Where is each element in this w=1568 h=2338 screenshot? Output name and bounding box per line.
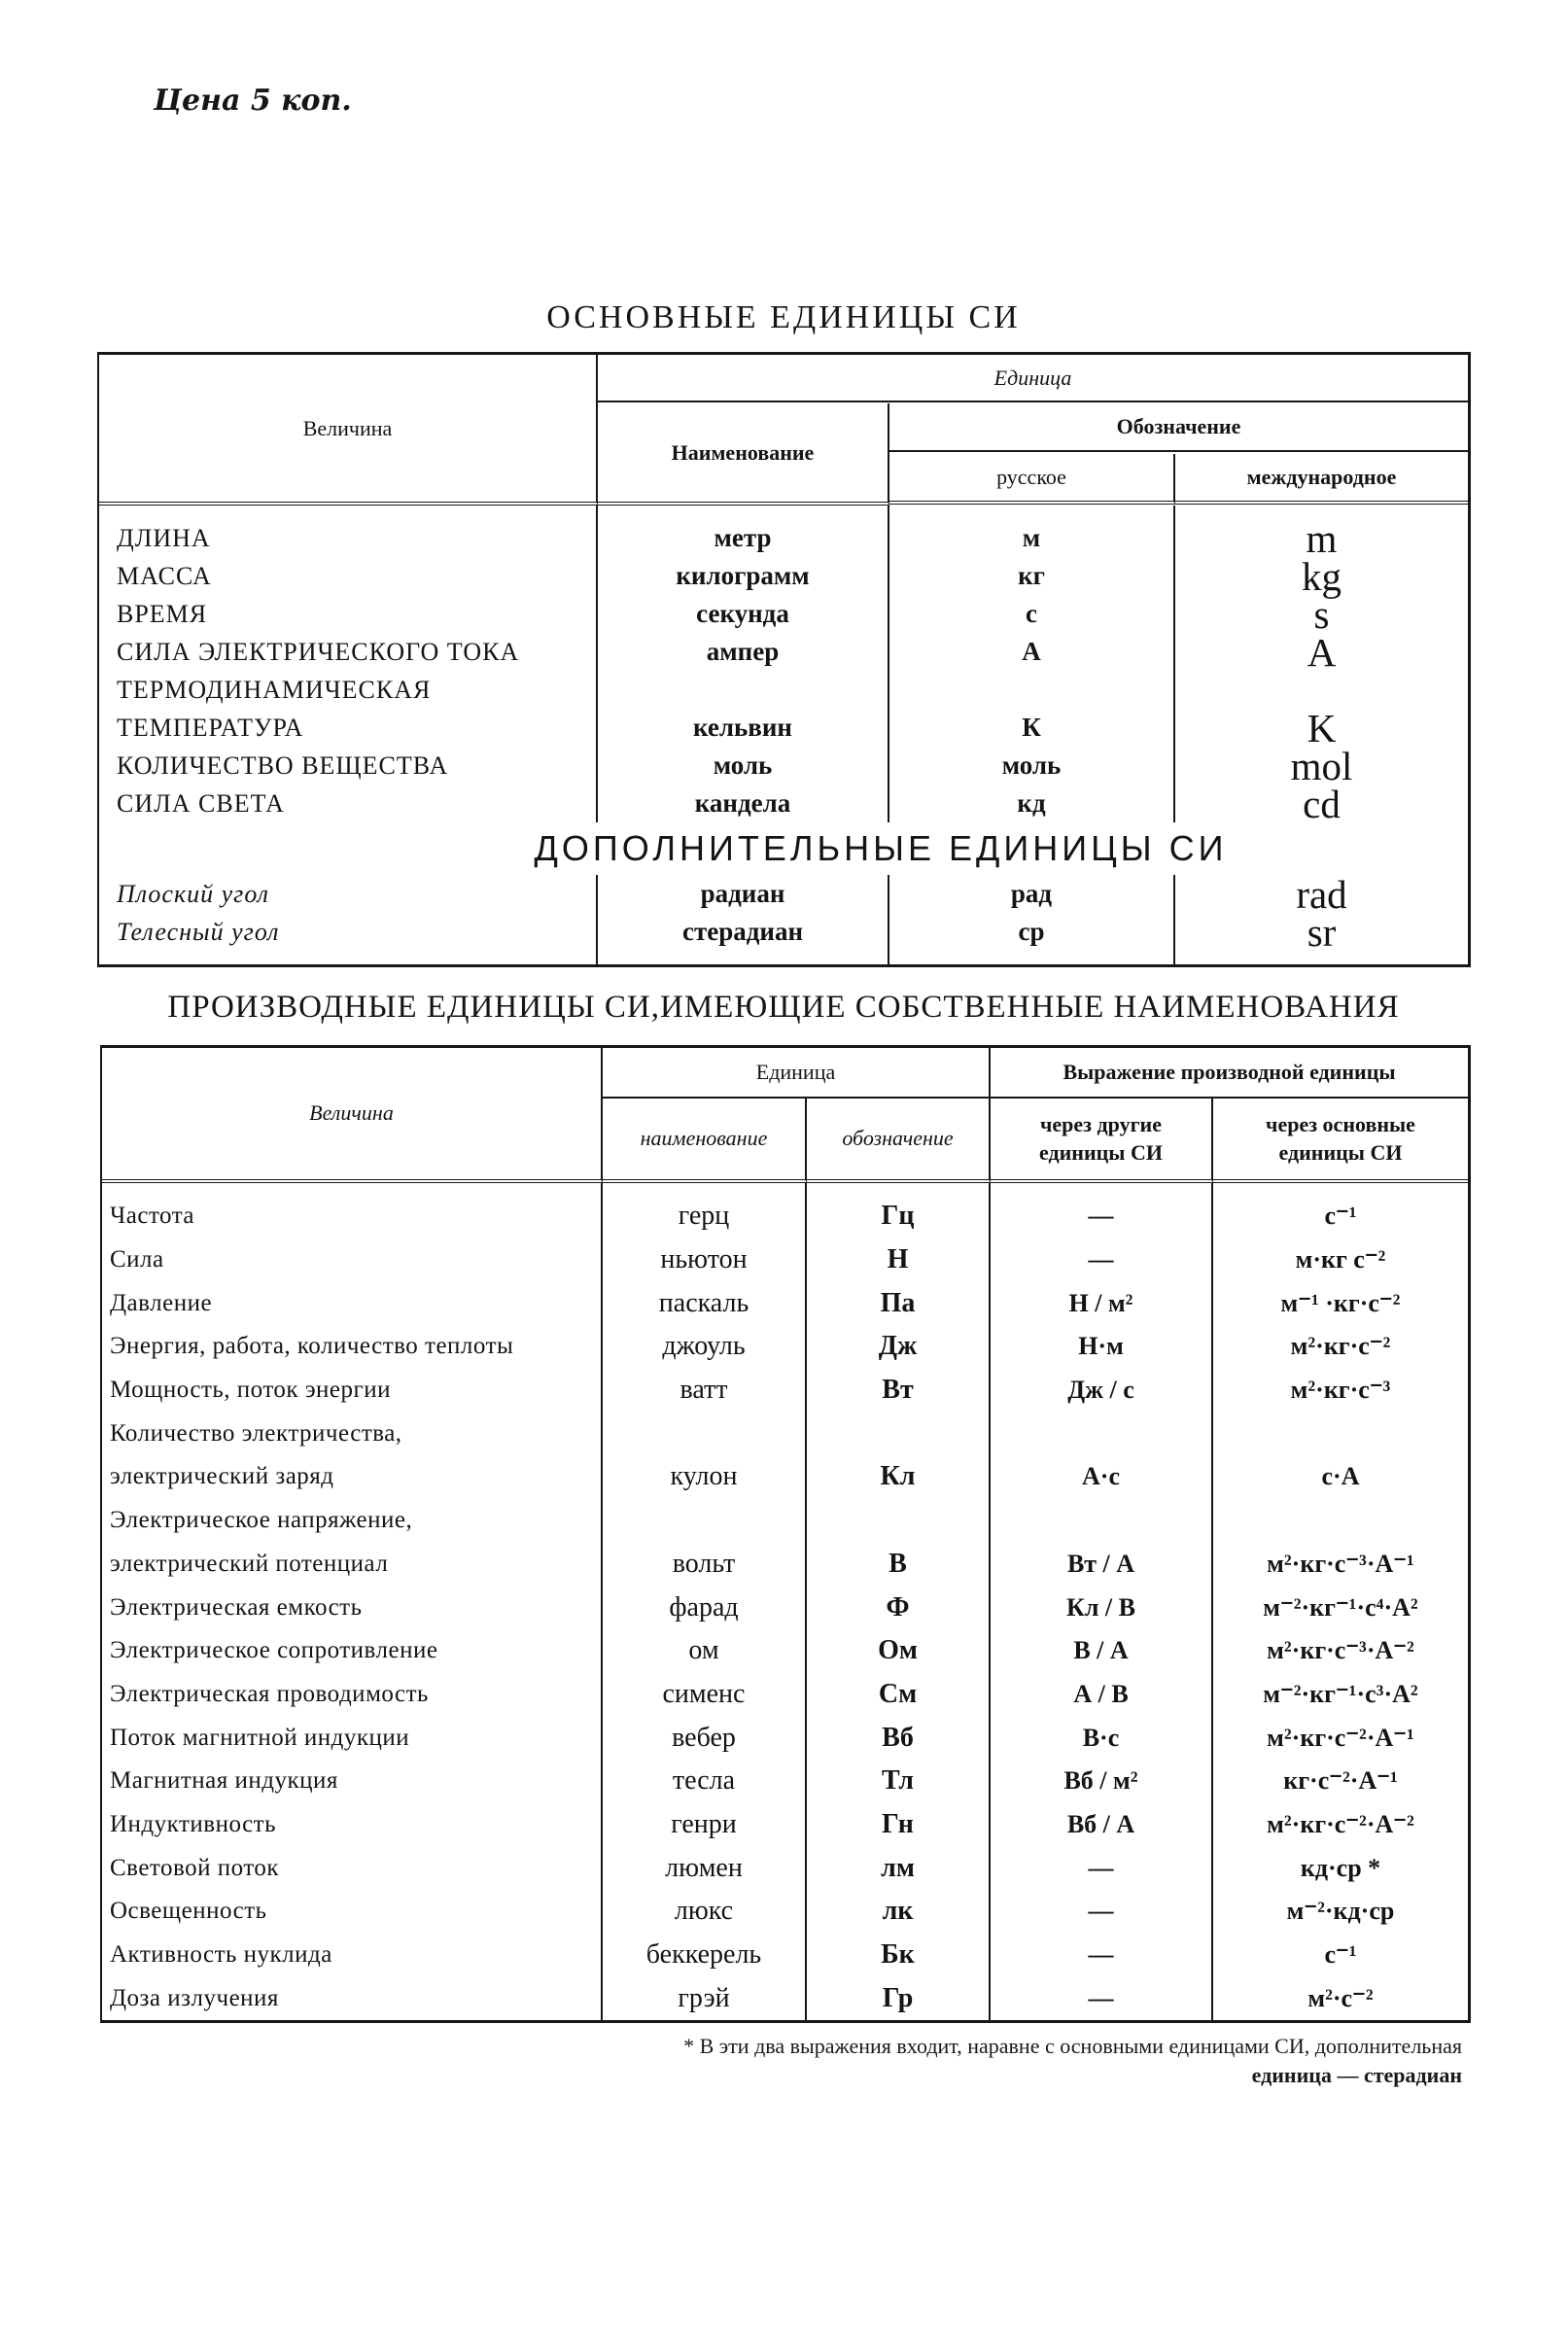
row-symbol: См [807, 1673, 991, 1717]
row-intl: A [1307, 629, 1337, 675]
supp-row-quantity: Плоский угол [99, 875, 598, 913]
row-ru: А [889, 633, 1175, 671]
row-other: Вт / А [991, 1543, 1213, 1587]
row-name: грэй [603, 1976, 807, 2020]
row-intl: mol [1290, 743, 1353, 788]
row-symbol: Па [807, 1281, 991, 1325]
row-name: фарад [603, 1586, 807, 1629]
supp-row-intl: sr [1307, 909, 1337, 955]
row-symbol: Бк [807, 1934, 991, 1977]
row-base: с⁻¹ [1324, 1940, 1357, 1970]
row-intl: K [1307, 705, 1337, 750]
row-name: паскаль [603, 1281, 807, 1325]
row-quantity: ТЕМПЕРАТУРА [99, 709, 598, 747]
row-name: кандела [598, 785, 889, 822]
row-name: килограмм [598, 557, 889, 595]
derived-units-table [100, 1045, 1471, 2023]
row-name: кельвин [598, 709, 889, 747]
row-quantity: КОЛИЧЕСТВО ВЕЩЕСТВА [99, 747, 598, 785]
row-quantity: электрический заряд [102, 1455, 603, 1499]
row-base: м²·кг·с⁻³ [1290, 1376, 1391, 1405]
row-quantity: Магнитная индукция [102, 1760, 603, 1803]
row-ru: моль [889, 747, 1175, 785]
basic-units-title: ОСНОВНЫЕ ЕДИНИЦЫ СИ [546, 299, 1021, 335]
row-name: секунда [598, 595, 889, 633]
header-expression: Выражение производной единицы [991, 1048, 1468, 1099]
row-quantity: ВРЕМЯ [99, 595, 598, 633]
row-name: ньютон [603, 1239, 807, 1282]
row-name [598, 671, 889, 709]
header-name: Наименование [598, 403, 889, 506]
row-quantity: Освещенность [102, 1890, 603, 1934]
footnote-line-1: * В эти два выражения входит, наравне с основными единицами СИ, дополнительная [683, 2034, 1462, 2058]
row-name: ом [603, 1629, 807, 1673]
row-quantity: Сила [102, 1239, 603, 1282]
row-name: кулон [603, 1455, 807, 1499]
row-base: м⁻¹ ·кг·с⁻² [1280, 1288, 1401, 1317]
row-quantity: Электрическая проводимость [102, 1673, 603, 1717]
header-via-other: через другие единицы СИ [991, 1099, 1213, 1183]
row-quantity: ДЛИНА [99, 506, 598, 557]
row-base [1213, 1412, 1468, 1455]
header-international: международное [1175, 454, 1468, 505]
row-ru: кд [889, 785, 1175, 822]
row-base [1213, 1499, 1468, 1543]
row-name: люмен [603, 1846, 807, 1890]
row-name: метр [598, 506, 889, 557]
header-quantity: Величина [102, 1048, 603, 1183]
row-intl: kg [1302, 553, 1342, 599]
row-name: джоуль [603, 1325, 807, 1369]
row-ru: с [889, 595, 1175, 633]
row-intl: m [1306, 515, 1338, 561]
row-base: м⁻²·кд·ср [1286, 1897, 1395, 1926]
supp-row-name: стерадиан [598, 913, 889, 964]
row-other: Дж / с [991, 1369, 1213, 1413]
row-other: Н / м² [991, 1281, 1213, 1325]
row-name: герц [603, 1183, 807, 1239]
row-symbol: Гн [807, 1803, 991, 1847]
row-symbol: лк [807, 1890, 991, 1934]
row-name: моль [598, 747, 889, 785]
header-unit: Единица [598, 355, 1468, 402]
row-name: сименс [603, 1673, 807, 1717]
supp-row-ru: рад [889, 875, 1175, 913]
row-other [991, 1499, 1213, 1543]
row-name: люкс [603, 1890, 807, 1934]
row-symbol [807, 1412, 991, 1455]
supp-row-intl: rad [1296, 871, 1347, 917]
row-base: с·А [1321, 1462, 1360, 1491]
row-quantity: Давление [102, 1281, 603, 1325]
row-quantity: Энергия, работа, количество теплоты [102, 1325, 603, 1369]
header-unit: Единица [603, 1048, 991, 1099]
row-symbol: Дж [807, 1325, 991, 1369]
row-quantity: электрический потенциал [102, 1543, 603, 1587]
row-name: вольт [603, 1543, 807, 1587]
supp-row-ru: ср [889, 913, 1175, 964]
row-quantity: Индуктивность [102, 1803, 603, 1847]
row-base: м²·кг·с⁻³·А⁻² [1267, 1636, 1414, 1665]
row-other: — [991, 1890, 1213, 1934]
row-quantity: Количество электричества, [102, 1412, 603, 1455]
header-symbol: обозначение [807, 1099, 991, 1183]
row-symbol: В [807, 1543, 991, 1587]
row-name: ватт [603, 1369, 807, 1413]
row-ru: К [889, 709, 1175, 747]
row-name [603, 1412, 807, 1455]
row-quantity: Доза излучения [102, 1976, 603, 2020]
row-symbol: Гр [807, 1976, 991, 2020]
row-name: беккерель [603, 1934, 807, 1977]
row-base: кг·с⁻²·А⁻¹ [1283, 1766, 1398, 1796]
row-base: м²·кг·с⁻²·А⁻² [1267, 1809, 1414, 1838]
row-name [603, 1499, 807, 1543]
row-ru: м [889, 506, 1175, 557]
row-quantity: Электрическая емкость [102, 1586, 603, 1629]
row-symbol: Ом [807, 1629, 991, 1673]
row-intl [1175, 671, 1468, 709]
row-other: — [991, 1934, 1213, 1977]
supp-row-name: радиан [598, 875, 889, 913]
row-intl: s [1313, 591, 1330, 637]
row-other [991, 1412, 1213, 1455]
row-other: А / В [991, 1673, 1213, 1717]
row-symbol: Н [807, 1239, 991, 1282]
derived-units-title: ПРОИЗВОДНЫЕ ЕДИНИЦЫ СИ,ИМЕЮЩИЕ СОБСТВЕННЫЕ НАИМЕНОВАНИЯ [167, 990, 1400, 1025]
supp-row-quantity: Телесный угол [99, 913, 598, 964]
header-quantity: Величина [99, 355, 598, 506]
row-symbol [807, 1499, 991, 1543]
row-quantity: Световой поток [102, 1846, 603, 1890]
row-name: тесла [603, 1760, 807, 1803]
row-symbol: Ф [807, 1586, 991, 1629]
row-name: вебер [603, 1716, 807, 1760]
row-quantity: Электрическое напряжение, [102, 1499, 603, 1543]
row-ru: кг [889, 557, 1175, 595]
row-quantity: Активность нуклида [102, 1934, 603, 1977]
row-base: м·кг с⁻² [1295, 1245, 1386, 1274]
row-other: — [991, 1239, 1213, 1282]
row-other: — [991, 1183, 1213, 1239]
row-other: — [991, 1846, 1213, 1890]
row-symbol: Вб [807, 1716, 991, 1760]
row-other: Вб / м² [991, 1760, 1213, 1803]
row-symbol: Тл [807, 1760, 991, 1803]
row-symbol: Кл [807, 1455, 991, 1499]
row-quantity: ТЕРМОДИНАМИЧЕСКАЯ [99, 671, 598, 709]
row-base: м²·кг·с⁻² [1290, 1332, 1391, 1361]
row-base: м²·кг·с⁻²·А⁻¹ [1267, 1723, 1414, 1752]
row-symbol: лм [807, 1846, 991, 1890]
row-quantity: СИЛА СВЕТА [99, 785, 598, 822]
row-quantity: Электрическое сопротивление [102, 1629, 603, 1673]
row-other: — [991, 1976, 1213, 2020]
row-base: м⁻²·кг⁻¹·с⁴·А² [1263, 1592, 1418, 1622]
header-symbol: Обозначение [889, 403, 1468, 452]
row-quantity: Мощность, поток энергии [102, 1369, 603, 1413]
row-ru [889, 671, 1175, 709]
row-other: В·с [991, 1716, 1213, 1760]
row-quantity: Поток магнитной индукции [102, 1716, 603, 1760]
row-symbol: Вт [807, 1369, 991, 1413]
row-other: Вб / А [991, 1803, 1213, 1847]
footnote-line-2: единица — стерадиан [1251, 2062, 1462, 2087]
row-base: с⁻¹ [1324, 1202, 1357, 1231]
row-name: ампер [598, 633, 889, 671]
row-quantity: СИЛА ЭЛЕКТРИЧЕСКОГО ТОКА [99, 633, 598, 671]
footnote [288, 2032, 1462, 2089]
row-base: кд·ср * [1300, 1853, 1381, 1882]
row-symbol: Гц [807, 1183, 991, 1239]
row-quantity: Частота [102, 1183, 603, 1239]
basic-units-table [97, 352, 1471, 967]
header-name: наименование [603, 1099, 807, 1183]
row-base: м⁻²·кг⁻¹·с³·А² [1263, 1679, 1418, 1708]
row-other: Н·м [991, 1325, 1213, 1369]
row-name: генри [603, 1803, 807, 1847]
row-other: А·с [991, 1455, 1213, 1499]
header-via-base: через основные единицы СИ [1213, 1099, 1468, 1183]
supplementary-units-title: ДОПОЛНИТЕЛЬНЫЕ ЕДИНИЦЫ СИ [534, 828, 1228, 868]
row-quantity: МАССА [99, 557, 598, 595]
row-intl: cd [1303, 781, 1341, 826]
price-label: Цена 5 коп. [154, 84, 352, 118]
row-base: м²·кг·с⁻³·А⁻¹ [1267, 1549, 1414, 1578]
header-russian: русское [889, 454, 1175, 505]
row-other: В / А [991, 1629, 1213, 1673]
row-base: м²·с⁻² [1307, 1983, 1374, 2012]
row-other: Кл / В [991, 1586, 1213, 1629]
